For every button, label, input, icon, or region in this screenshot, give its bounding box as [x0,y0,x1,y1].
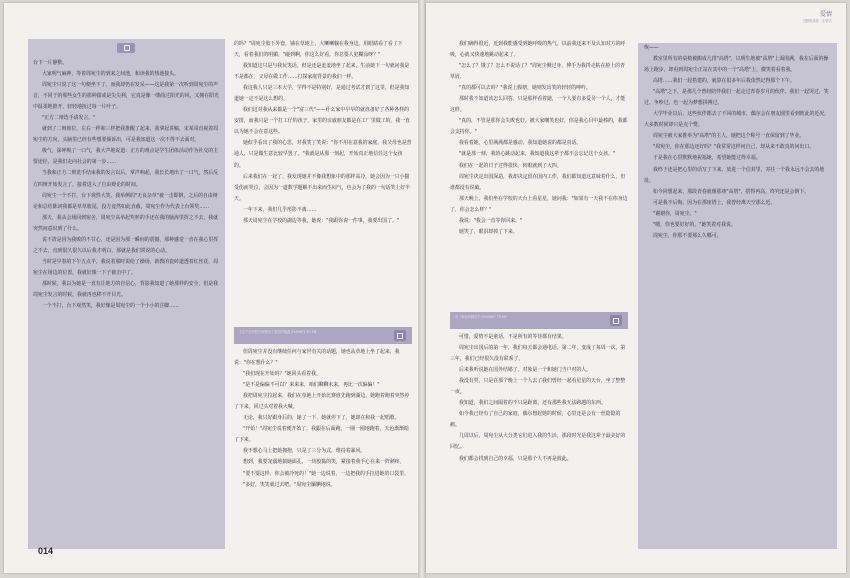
paragraph: 几周以后，周宛尘从大分类它们进入我的生活，那段时光是我这辈子最美好的回忆。 [450,433,626,451]
paragraph: "是不是偏偏不可以？来来来，咱们聊聊未来，再比一次偏偏！" [243,382,380,389]
paragraph: 那时候，我以为她是一直有让地方的自信心，背影我知道了她那样的安全，但是我周宛尘发言的时候，我就再也移不开目光。 [33,280,219,298]
paragraph: 我不想心马上把她拥抱，只是了三分为式，维持着暴风。 [243,448,366,455]
magazine-brand [803,9,832,23]
paragraph: 后来我们在一起了，我发现她并不像我想象中的那样高冷，她会因为一只小猫受伤而哭泣，会因为一道数学题解不出来而生闷气，也会为了我的一句话笑上好半天。 [234,173,411,202]
paragraph: "正方二辩选手请发言。" [42,115,96,122]
paragraph: 那时我不知道该怎么回答，只是那样看着她，一个人要有多爱另一个人，才能这样。 [450,96,626,114]
paragraph: 周宛尘出国后的第一年，我们每天都会通电话，第二年，变成了每周一次，第三年，我们已经很久没有联系了。 [450,345,626,363]
paragraph: "就是那一刻，我的心跳动起来，我知道我这辈子都不会忘记这个女孩。" [459,151,616,158]
paragraph: 高塔……我们一起搭建的，就算在很多年后我依然记得那个下午。 [653,78,795,85]
paragraph: "开始！"周宛尘说着便开始了，我跟在后面跑，一圈一圈地跑着，天色渐渐暗了下来。 [234,426,409,444]
paragraph: 可是我不后悔，因为在那座塔上，我曾经离天空那么近。 [653,199,776,206]
paragraph: 无论，我只好跟身后的，她了一下，她就停下了，她却在和我一起唱歌。 [243,415,400,422]
section-divider-icon [394,330,406,341]
paragraph: 说不清是因为我败的不甘心，还是因为那一瞬间的震撼，那种感觉一直在我心里挥之不去，直到很久很久以后我才明白，那就是我们常说的心动。 [33,236,219,254]
left-column-2 [234,39,412,324]
paragraph: 我知道，我们之间隔着的不只是距离，还有那些我无法跨越的东西。 [459,400,606,407]
right-page [426,3,846,573]
paragraph: 我把周宛尘拉起来，我们在草地上开始比赛谁先跑到湖边，她跑着跑着突然停了下来，回过头对着我大喊。 [234,393,410,411]
paragraph: 我这我人只是三本大学，学得不是特别好，是通过考试才到了这里，但是我知道她一定不是这么想的。 [234,85,410,103]
paragraph: 我没有哭，只是在那个晚上一个人去了我们曾经一起看星星的天台，坐了整整一夜。 [450,378,626,396]
paragraph: 想到，我要宠溺地搞她面孔，一块胶黏的笑，紧接着我手心在来一阵刺疼。 [243,459,405,466]
left-page [4,3,418,573]
paragraph: 吸气，深呼吸了一口气，我大声地说道：正方的观点是学生团体活动作为社交的主要途径，是我们走向社会的第一步…… [33,148,219,166]
paragraph: 那天晚上，我们坐在学校的天台上看星星，她问我："如果有一天我不在你身边了，你会怎么样？" [450,195,628,213]
paragraph: 她似乎看出了我的心思，对我笑了笑说："你不用在意我的家庭，我父母也是普通人，只是做生意比较早罢了。"我就是从那一刻起，开始真正地信任这个女孩的。 [234,140,412,169]
right-column-2-text [644,43,832,242]
paragraph: 我们确得很近，近到我能感受到她呼吸的热气，以前我还来不及认知对方的呼吸，心就又快速地跳动起来了。 [450,41,626,59]
paragraph: "高塔"之下，是那几个曾经陪伴我们一起走过青春岁月的伙伴。我们一起哭过、笑过、争吵过，也一起为梦想拼搏过。 [644,89,829,107]
paragraph: 的吗？"周宛尘胶下外套，铺在草地上，大喇喇躺在我身边，用眼睛看了看了下天，看着我们的明媚，"碰到啊，你这么好看，你总要人犯糊涂呀？" [234,41,403,59]
paragraph: 周宛尘只说了这一句便坐下了，而我却仍在发呆——这是我第一次听到周宛尘的声音，不同于的那些女生的那种甜或是尖尖利，它真是像一缕曲过阳光的风，又拥在阳光中温柔地推开，轻轻地抚过每一片叶子。 [33,82,219,111]
left-column-2-text [234,39,412,227]
paragraph: 我说："我会一直等你回来。" [459,217,523,224]
paragraph: 如今我已经有了自己的家庭，偶尔想起她的时候，心里还是会有一丝隐隐的痛。 [450,411,621,429]
paragraph: 于是我在心里默默地祝福她，希望她能过得幸福。 [653,155,761,162]
paragraph: 台下一片静默。 [33,60,68,66]
paragraph: "周宛尘，你在那边还好吗？"我常常这样问自己，却从来不敢真的问出口。 [653,144,815,151]
paragraph: 我看着她，心里满满都是感动，我知道她说的都是真话。 [459,140,582,147]
right-column-1 [450,39,628,309]
paragraph: "真的都可以去吗？"我说上腹塘，她则发出笑的轻轻的呻吟。 [459,85,591,92]
left-column-1 [28,39,225,549]
paragraph: 如今回想起来，那段青春就像那座"高塔"，搭得再高，终究还是会倒下。 [653,188,810,195]
section-divider-icon-right [610,315,622,326]
paragraph: 我们都会找到自己的幸福，只是那个人不再是彼此。 [459,455,572,462]
paragraph: 教室里所有的桌椅被搬成几排"高塔"，以明生地被"高塔"上面围满，我在后面的操场上跑步，却看到周宛尘正站在其中的一个"高塔"上，微笑着看着我。 [644,56,829,74]
paragraph: 但周宛尘并没有继续任何与家世有关的话题，她也从草地上坐了起来，我说："你在想什么？" [234,349,400,367]
right-column-1-lower [450,332,628,552]
section-divider-blurb: 人生中总有些告别是为了更好的相遇 JOURNEY TO ME [239,330,317,334]
paragraph: 那天周宛尘在学校的湖边等我，她说："我跟你说一件事，我要出国了。" [243,217,400,224]
paragraph: 我知道这只是与我玩笑话，但是还是羞羞地坐了起来，生前她下一句就问我是不是都在，父母在做工作……打探家庭背景的我们一样。 [234,63,410,81]
paragraph: 大学毕业以后，这些伙伴都去了不同的城市，偶尔会在朋友圈里看到彼此的近况，大多数时候却只是点个赞。 [644,111,830,129]
paragraph: 当我和正方二辩选手结束我的发言以后，掌声响起，我长长地出了一口气，然后反方四辩开始发言了，接着进入了自由辩论的时间。 [33,170,219,188]
paragraph: 周宛尘决定出国深造，我却决定留在国内工作，我们都知道这意味着什么，但谁都没有说破。 [450,173,626,191]
paragraph: 我们在一起的日子过得很快，转眼就到了大四。 [459,162,562,169]
paragraph: "真的，不管是那你会失败也好，被大家嘲笑也好，你是我心目中最棒的，我都会支持你。" [450,118,628,136]
section-marker-icon [117,43,135,53]
paragraph: "要不要这样，你会被冷死的！"她一边说着，一边把我的手拉进她的口袋里。 [243,470,409,477]
paragraph: 可惜，爱情不是童话，不是所有的等待都有结果。 [459,334,567,340]
left-column-2-lower-text [234,347,412,491]
brand-name: 爱情 [819,12,832,18]
paragraph: 后来我听说她在国外结婚了，对象是一个和她门当户对的人。 [459,367,592,374]
paragraph: 周宛尘被大家推举为"高塔"的主人，她把这个称号一直保留到了毕业。 [653,133,805,140]
paragraph: 当时是早春的下午五点半，我说着那时说给了操场，新教的瓷砖道透着红丝花，周宛尘在场边的位置，我就好像一下子被击中了。 [33,258,219,276]
paragraph: 一年下来，我们几乎形影不离…… [243,206,317,213]
paragraph: "多好，笑笑就过去吧。"周宛尘腼腆地说。 [243,481,336,488]
paragraph: "怎么了？饿了？怎么不说话了？"周宛尘侧过身，伸手为我捋走粘在脸上的青草屑。 [450,63,625,81]
paragraph: 她笑了，眼泪却掉了下来。 [459,228,518,235]
paragraph: "嗯，你也要好好的。"她笑着对我说。 [653,221,736,228]
paragraph: 我们这对我从来都是一个"富三代"——什么家中早早的就准备好了各种各样的安排，而我只是一个打工仔的孩子，家里的亲戚朋友都是在工厂里做工的，我一直以为她不会在意这些。 [234,107,411,136]
page-number: 014 [38,546,54,556]
paragraph: "我们现在开始吗？"她回头看着我。 [243,371,321,378]
right-column-2 [638,43,837,549]
paragraph: 周宛尘一个不打，台下观然大笑，我举例的"无良杂草"被一击即倒，之后的自由辩论和总结陈词我都是草草收尾，投方竟然如此直截，周宛尘作为代表上台领奖…… [33,192,218,210]
paragraph: 一个不打，台下观然笑，我好像是周宛尘的一个小小的注脚…… [42,303,179,310]
right-column-1-text [450,39,628,238]
section-divider-blurb-right: 有一种爱叫做放手 JOURNEY TO ME [455,315,508,319]
paragraph: 恢—— [644,45,659,51]
right-column-1-lower-text [450,332,628,465]
section-divider-bar [234,327,412,344]
left-column-1-text [33,58,219,312]
paragraph: 我终于还是把心里的话写了下来，放进一个信封里，寄往一个我永远不会去的地址。 [644,166,825,184]
left-column-2-lower [234,347,412,551]
paragraph: "谢谢你，周宛尘。" [653,210,697,217]
paragraph: 就到了二辩席位，左右一样和三样把我推醒了起来，我拿起讲稿，宋某哥直视着周宛尘的方向，头脑里已经有些想要倾诉出，可是我知道这一次不得不去面对。 [33,126,219,144]
paragraph: 大家明气麻神，等着周宛尘的到来之间池，和读我的热池接头。 [42,71,179,78]
brand-subtitle: 沉默的高度 · 文/佚名 [802,19,832,23]
section-divider-bar-right [450,312,628,329]
paragraph: 周宛尘，你那不要那么久哪可。 [653,232,722,239]
paragraph: 那天，我从会场回到宿舍，周宛尘高举起奖杯的手还在我的脑海里挥之不去，我就突然间意识到了什么。 [33,214,219,232]
book-gutter [418,0,426,578]
